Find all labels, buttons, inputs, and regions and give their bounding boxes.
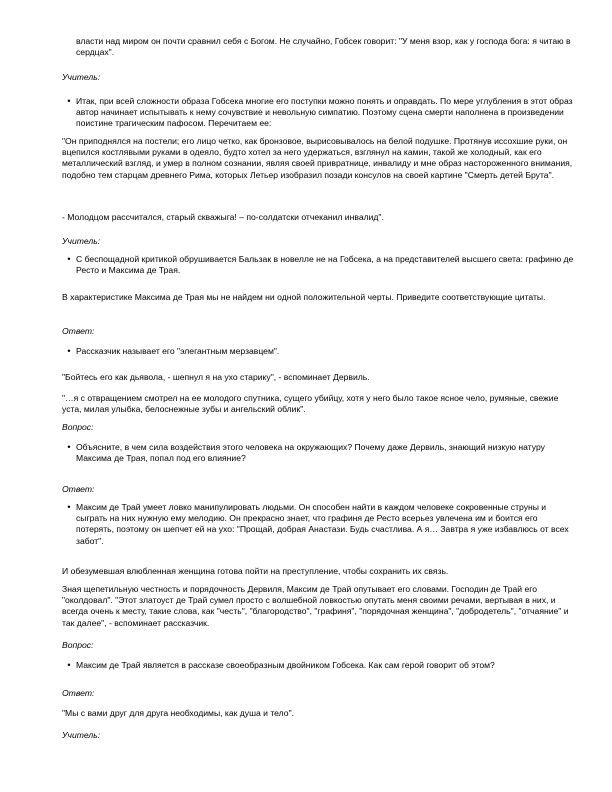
label-question: Вопрос: xyxy=(62,422,94,432)
paragraph-intro: власти над миром он почти сравнил себя с Богом. Не случайно, Гобсек говорит: "У меня взор, как у господа бога: я читаю в сердцах". xyxy=(76,36,571,58)
bullet-icon: • xyxy=(67,96,71,106)
bullet-item xyxy=(62,96,577,140)
label-teacher: Учитель: xyxy=(62,72,101,82)
paragraph-spellbound: Зная щепетильную честность и порядочность Дервиля, Максим де Трай опутывает его словами. Господин де Трай его "околдовал". "Этот златоуст де Трай сумел просто с волшебной ловкостью опутать меня своими речами, вертывая в них, и всегда очень к месту, такие слова, как "честь", "благородство", "графиня", "порядочная женщина", "добродетель", "отчаяние" и так далее", - вспоминает рассказчик. xyxy=(62,584,569,628)
bullet-text: Рассказчик называет его "элегантным мерзавцем". xyxy=(76,346,280,356)
label-teacher: Учитель: xyxy=(62,730,101,740)
label-answer: Ответ: xyxy=(62,688,95,698)
quote-invalid: - Молодцом рассчитался, старый скважыга! – по-солдатски отчеканил инвалид". xyxy=(62,212,384,222)
bullet-icon: • xyxy=(67,442,71,452)
bullet-icon: • xyxy=(67,346,71,356)
quote-soul-body: "Мы с вами друг для друга необходимы, как душа и тело". xyxy=(62,708,295,718)
label-answer: Ответ: xyxy=(62,484,95,494)
quote-disgust: "…я с отвращением смотрел на ее молодого спутника, сущего убийцу, хотя у него было такое ясное чело, румяные, свежие уста, милая улыбка, белоснежные зубы и ангельский облик". xyxy=(62,393,559,415)
label-answer: Ответ: xyxy=(62,326,95,336)
bullet-text: Итак, при всей сложности образа Гобсека многие его поступки можно понять и оправдать. По мере углубления в этот образ автор начинает испытывать к нему сочувствие и невольную симпатию. Поэтому сцена смерти наполнена в произведении поистине трагическим пафосом. Перечитаем ее: xyxy=(76,96,573,129)
bullet-text: Объясните, в чем сила воздействия этого человека на окружающих? Почему даже Дервиль, знающий низкую натуру Максима де Трая, попал под его влияние? xyxy=(76,442,545,464)
quote-death-scene: "Он приподнялся на постели; его лицо четко, как бронзовое, вырисовывалось на белой подушке. Протянув иссохшие руки, он вцепился костлявыми руками в одеяло, будто хотел за него удержаться, взглянул на камин, такой же холодный, как его металлический взгляд, и умер в полном сознании, являя своей привратнице, инвалиду и мне образ настороженного внимания, подобно тем старцам древнего Рима, которых Летьер изобразил позади консулов на своей картине "Смерть детей Брута". xyxy=(62,136,573,180)
quote-devil: "Бойтесь его как дьявола, - шепнул я на ухо старику", - вспоминает Дервиль. xyxy=(62,372,370,382)
paragraph-question: В характеристике Максима де Трая мы не найдем ни одной положительной черты. Приведите соответствующие цитаты. xyxy=(62,292,546,302)
bullet-text: Максим де Трай умеет ловко манипулировать людьми. Он способен найти в каждом человеке сокровенные струны и сыграть на них нужную ему мелодию. Он прекрасно знает, что графиня де Ресто всерьез увлечена им и боится его потерять, поэтому он шепчет ей на ухо: "Прощай, добрая Анастази. Будь счастлива. А я… Завтра я уже избавлюсь от всех забот". xyxy=(76,502,569,546)
bullet-icon: • xyxy=(67,502,71,512)
bullet-icon: • xyxy=(67,660,71,670)
paragraph-crime: И обезумевшая влюбленная женщина готова пойти на преступление, чтобы сохранить их связь. xyxy=(62,566,449,576)
label-question: Вопрос: xyxy=(62,640,94,650)
bullet-icon: • xyxy=(67,254,71,264)
label-teacher: Учитель: xyxy=(62,236,101,246)
bullet-text: С беспощадной критикой обрушивается Бальзак в новелле не на Гобсека, а на представителей высшего света: графиню де Ресто и Максима де Трая. xyxy=(76,254,574,276)
bullet-text: Максим де Трай является в рассказе своеобразным двойником Гобсека. Как сам герой говорит об этом? xyxy=(76,660,495,670)
